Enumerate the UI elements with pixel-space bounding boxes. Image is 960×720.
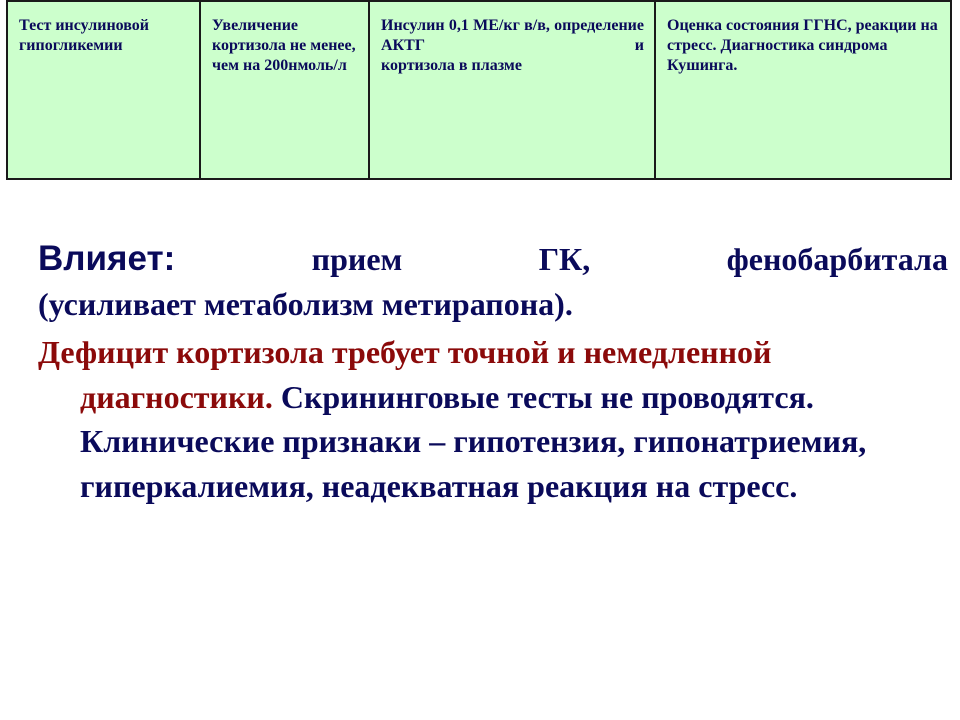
screening-note: Скрининговые тесты не проводятся. Клинические признаки – гипотензия, гипонатриемия, гиперкалиемия, неадекватная реакция на стресс. [80,378,867,504]
influence-line-2: (усиливает метаболизм метирапона). [38,285,573,322]
table-row [7,1,951,179]
table-cell-test-name [7,1,200,179]
method-last-line: кортизола в плазме [381,57,522,74]
deficit-paragraph [38,330,948,508]
test-table [6,0,952,180]
criterion-text: Увеличение кортизола не менее, чем на 200нмоль/л [212,17,356,74]
body-text [38,237,948,508]
table-cell-method: Инсулин 0,1 МЕ/кг в/в, определение АКТГ и кортизола в плазме [369,1,655,179]
influence-paragraph [38,237,948,326]
influence-line-1 [38,237,949,282]
table-cell-purpose [655,1,951,179]
purpose-text: Оценка состояния ГГНС, реакции на стресс. Диагностика синдрома Кушинга. [667,17,938,74]
influence-heading: Влияет: [38,239,176,278]
test-name-text: Тест инсулиновой гипогликемии [19,17,150,54]
influence-line-1-rest: прием ГК, фенобарбитала [311,241,949,277]
table-cell-criterion [200,1,369,179]
deficit-warning: Дефицит кортизола требует точной и немедленной диагностики. [38,334,772,415]
